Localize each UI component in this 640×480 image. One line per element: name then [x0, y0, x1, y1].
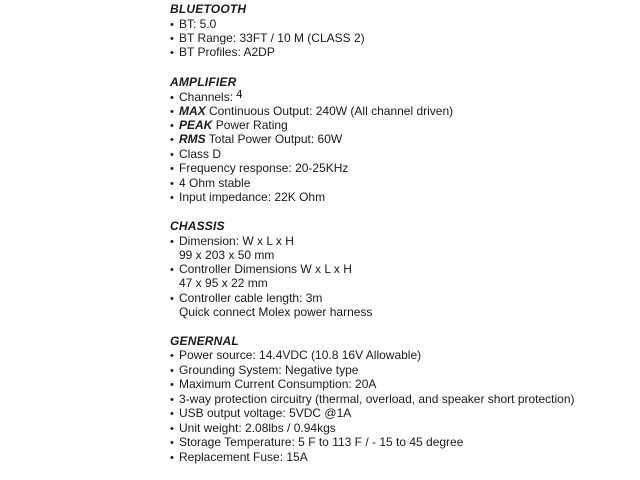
general-item: • Grounding System: Negative type: [170, 363, 359, 377]
general-item: • Power source: 14.4VDC (10.8 16V Allowable): [170, 348, 422, 362]
amplifier-frequency: • Frequency response: 20-25KHz: [170, 161, 349, 175]
channels-value: 4: [236, 88, 243, 101]
chassis-dimension-value: 99 x 203 x 50 mm: [179, 248, 275, 262]
general-item: • Storage Temperature: 5 F to 113 F / - 15 to 45 degree: [170, 435, 464, 449]
general-heading: GENERNAL: [170, 334, 239, 348]
amplifier-peak-power: • PEAK Power Rating: [170, 118, 288, 132]
general-item: • Maximum Current Consumption: 20A: [170, 377, 377, 391]
general-item: • Unit weight: 2.08lbs / 0.94kgs: [170, 421, 336, 435]
amplifier-ohm: • 4 Ohm stable: [170, 176, 251, 190]
general-item: • Replacement Fuse: 15A: [170, 450, 308, 464]
amplifier-max-output: • MAX Continuous Output: 240W (All channel driven): [170, 104, 454, 118]
amplifier-class: • Class D: [170, 147, 222, 161]
chassis-dimension: • Dimension: W x L x H: [170, 234, 294, 248]
bluetooth-item: • BT Profiles: A2DP: [170, 45, 275, 59]
bluetooth-item: • BT: 5.0: [170, 17, 217, 31]
chassis-heading: CHASSIS: [170, 219, 225, 233]
amplifier-impedance: • Input impedance: 22K Ohm: [170, 190, 326, 204]
amplifier-channels: • Channels: 4: [170, 88, 243, 104]
bluetooth-item: • BT Range: 33FT / 10 M (CLASS 2): [170, 31, 365, 45]
chassis-cable-length: • Controller cable length: 3m: [170, 291, 323, 305]
general-item: • 3-way protection circuitry (thermal, overload, and speaker short protection): [170, 392, 575, 406]
chassis-controller-dimension-value: 47 x 95 x 22 mm: [179, 276, 268, 290]
bluetooth-heading: BLUETOOTH: [170, 2, 247, 16]
general-item: • USB output voltage: 5VDC @1A: [170, 406, 352, 420]
amplifier-heading: AMPLIFIER: [170, 75, 237, 89]
chassis-controller-dimension: • Controller Dimensions W x L x H: [170, 262, 352, 276]
amplifier-rms-output: • RMS Total Power Output: 60W: [170, 132, 343, 146]
chassis-cable-harness: Quick connect Molex power harness: [179, 305, 373, 319]
